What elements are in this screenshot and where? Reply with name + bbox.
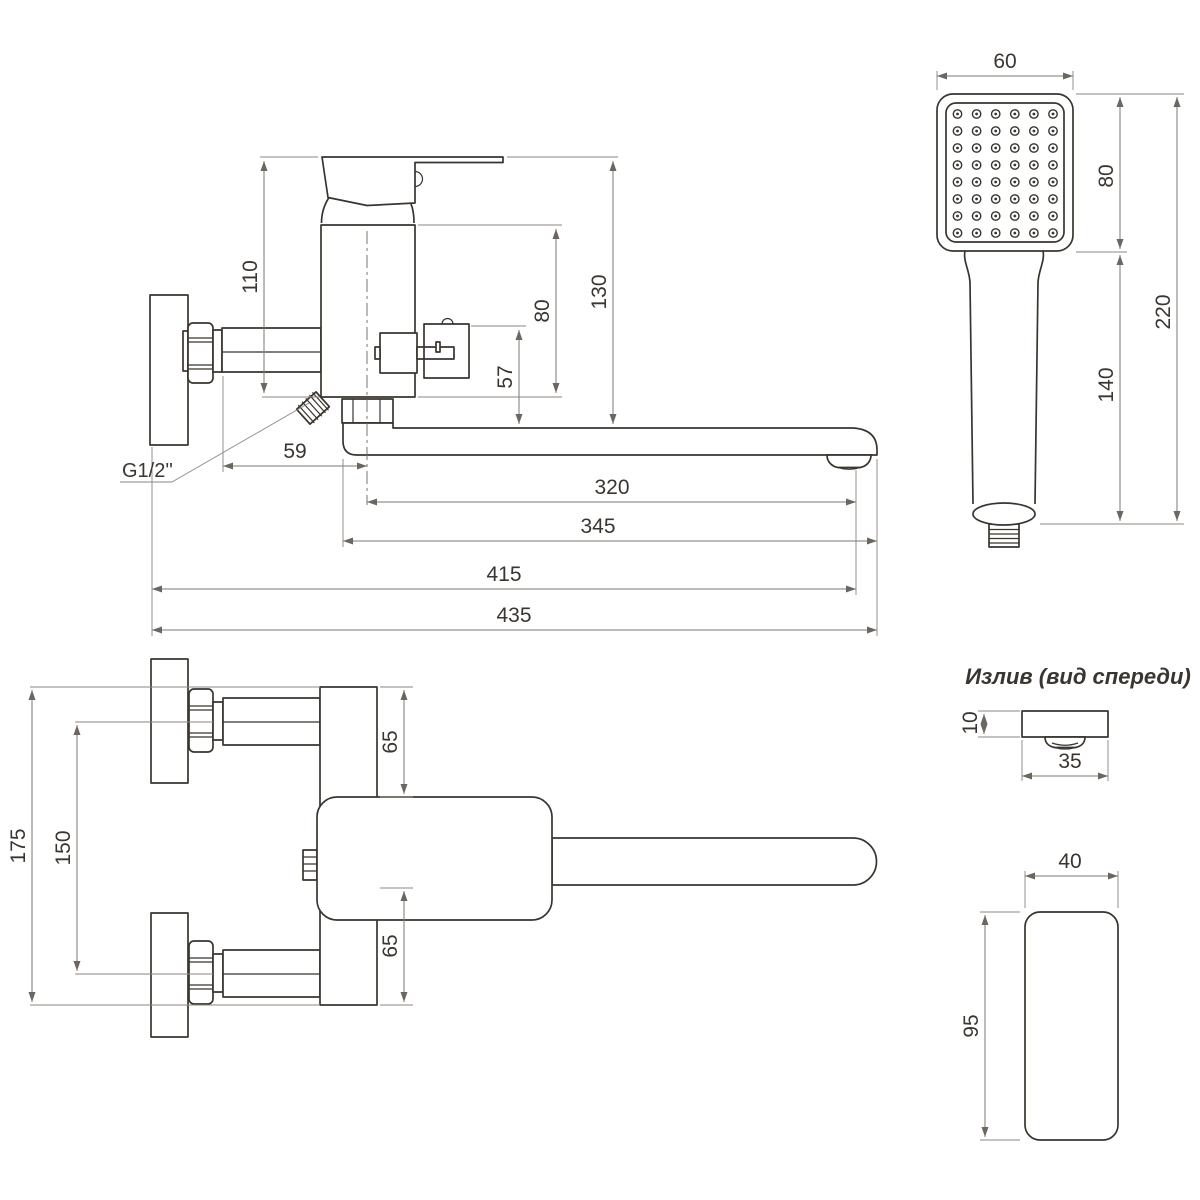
dim-label-435: 435 — [496, 604, 532, 627]
dim-label-40: 40 — [1058, 850, 1082, 873]
pipe-collar-bottom — [213, 954, 223, 992]
mixer-handle-front — [317, 797, 552, 920]
dim-label-415: 415 — [486, 563, 522, 586]
spout-front-aerator — [1045, 737, 1085, 749]
hex-nut-bottom — [189, 941, 213, 1004]
shower-outlet-stub-front — [303, 850, 317, 880]
hex-nut — [188, 323, 213, 383]
mixer-handle — [322, 157, 503, 206]
shower-handle-cap — [973, 503, 1035, 525]
dim-label-65-top: 65 — [379, 730, 402, 754]
dim-label-345: 345 — [580, 515, 616, 538]
spout-front-body — [1022, 711, 1108, 737]
thread-size-label: G1/2'' — [122, 460, 173, 482]
dim-label-130: 130 — [588, 274, 611, 310]
dim-label-10: 10 — [959, 711, 982, 735]
dim-label-shower-80: 80 — [1095, 164, 1118, 188]
dim-label-80: 80 — [531, 299, 554, 323]
shower-thread-stub — [989, 524, 1019, 547]
spout — [343, 423, 877, 455]
dim-label-59: 59 — [283, 440, 307, 463]
dim-label-150: 150 — [52, 830, 75, 866]
wall-flange-bottom — [151, 913, 188, 1037]
aerator — [827, 455, 871, 469]
front-view — [7, 659, 876, 1037]
dim-label-57: 57 — [494, 365, 517, 389]
hand-shower-view — [937, 50, 1184, 547]
pipe-collar — [213, 330, 222, 372]
inlet-pipe-bottom — [223, 950, 320, 997]
hex-nut-top — [189, 689, 213, 752]
shower-handle — [965, 251, 1044, 504]
inlet-pipe-top — [223, 698, 320, 745]
spout-front-title: Излив (вид спереди) — [965, 664, 1191, 689]
side-view — [120, 157, 877, 636]
spout-front-view — [959, 664, 1191, 781]
dim-label-60: 60 — [993, 50, 1017, 73]
spout-front-rod — [552, 838, 876, 885]
handle-front-body — [1025, 912, 1118, 1140]
dim-label-175: 175 — [7, 828, 30, 864]
handle-detail — [415, 172, 423, 187]
dim-label-220: 220 — [1152, 294, 1175, 330]
inlet-pipe — [222, 328, 321, 372]
dim-label-320: 320 — [594, 476, 630, 499]
pipe-collar-top — [213, 702, 223, 740]
dim-label-110: 110 — [239, 260, 262, 294]
dim-label-95: 95 — [960, 1014, 983, 1038]
dim-label-140: 140 — [1095, 367, 1118, 403]
dim-label-35: 35 — [1058, 750, 1082, 773]
wall-flange-top — [151, 659, 188, 783]
handle-front-view — [960, 850, 1118, 1140]
dim-label-65-bottom: 65 — [379, 934, 402, 958]
